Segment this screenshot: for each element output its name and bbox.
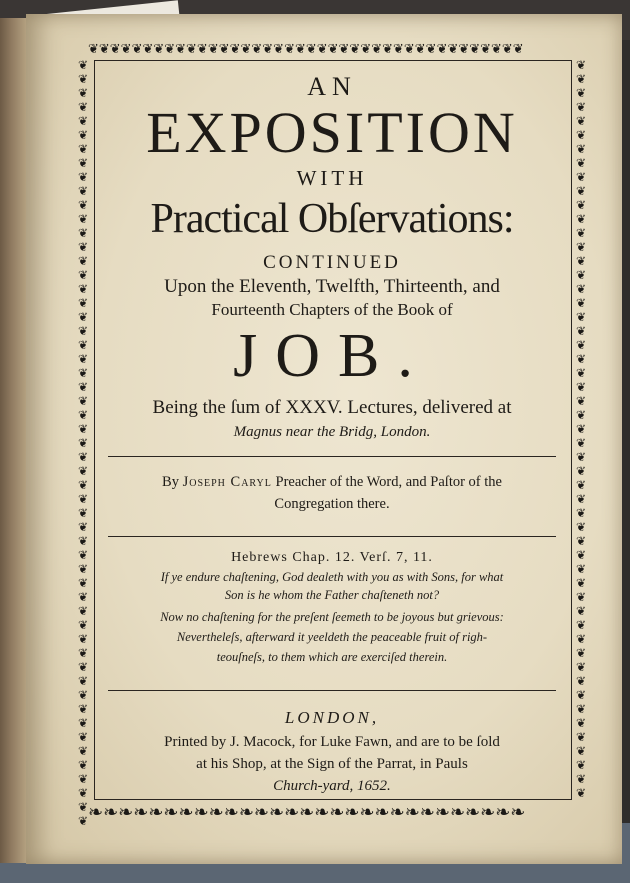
author-name: Joseph Caryl bbox=[182, 474, 272, 490]
scripture-quote-line: If ye endure chaſtening, God dealeth with you as with Sons, for what bbox=[160, 570, 504, 584]
scripture-quote-line: Son is he whom the Father chaſteneth not? bbox=[224, 588, 440, 602]
subtitle-book-of: Fourteenth Chapters of the Book of bbox=[211, 300, 453, 319]
scripture-quote-line: teouſneſs, to them which are exerciſed therein. bbox=[216, 650, 448, 664]
divider-rule bbox=[108, 456, 556, 457]
ornamental-border-left-icon: ❦❦❦❦❦❦❦❦❦❦❦❦❦❦❦❦❦❦❦❦❦❦❦❦❦❦❦❦❦❦❦❦❦❦❦❦❦❦❦❦❦❦❦❦❦❦❦❦❦❦❦❦❦❦❦ bbox=[77, 58, 89, 828]
scripture-quote-line: Nevertheleſs, afterward it yeeldeth the peaceable fruit of righ- bbox=[176, 630, 488, 644]
divider-rule bbox=[108, 690, 556, 691]
title-with: WITH bbox=[296, 166, 368, 190]
title-page bbox=[26, 14, 622, 864]
scripture-reference: Hebrews Chap. 12. Verſ. 7, 11. bbox=[231, 550, 433, 565]
book-spine bbox=[0, 18, 28, 863]
title-an: AN bbox=[307, 72, 357, 101]
divider-rule bbox=[108, 536, 556, 537]
imprint-place: LONDON, bbox=[284, 708, 380, 727]
author-role: Preacher of the Word, and Paſtor of the bbox=[271, 474, 502, 490]
imprint-printer: Printed by J. Macock, for Luke Fawn, and are to be ſold bbox=[164, 734, 500, 750]
place-line: Magnus near the Bridg, London. bbox=[233, 424, 431, 440]
title-exposition: EXPOSITION bbox=[146, 100, 518, 165]
title-job: JOB. bbox=[233, 322, 431, 390]
author-congregation: Congregation there. bbox=[274, 496, 390, 512]
lectures-line: Being the ſum of XXXV. Lectures, delivered at bbox=[152, 397, 512, 418]
ornamental-border-top-icon: ❦❦❦❦❦❦❦❦❦❦❦❦❦❦❦❦❦❦❦❦❦❦❦❦❦❦❦❦❦❦❦❦❦❦❦❦❦❦❦❦ bbox=[88, 41, 524, 56]
ornamental-border-bottom-icon: ❧❧❧❧❧❧❧❧❧❧❧❧❧❧❧❧❧❧❧❧❧❧❧❧❧❧❧❧❧ bbox=[88, 802, 526, 822]
imprint-shop: at his Shop, at the Sign of the Parrat, in Pauls bbox=[196, 756, 468, 772]
title-practical-observations: Practical Obſervations: bbox=[150, 196, 514, 242]
scripture-quote-line: Now no chaſtening for the preſent ſeemeth to be joyous but grievous: bbox=[160, 610, 504, 624]
imprint-date: Church-yard, 1652. bbox=[273, 778, 391, 794]
subtitle-chapters: Upon the Eleventh, Twelfth, Thirteenth, and bbox=[164, 276, 500, 297]
ornamental-border-right-icon: ❦❦❦❦❦❦❦❦❦❦❦❦❦❦❦❦❦❦❦❦❦❦❦❦❦❦❦❦❦❦❦❦❦❦❦❦❦❦❦❦❦❦❦❦❦❦❦❦❦❦❦❦❦ bbox=[575, 58, 587, 800]
author-line bbox=[98, 474, 566, 491]
subtitle-continued: CONTINUED bbox=[263, 252, 401, 273]
author-by: By bbox=[162, 474, 179, 490]
